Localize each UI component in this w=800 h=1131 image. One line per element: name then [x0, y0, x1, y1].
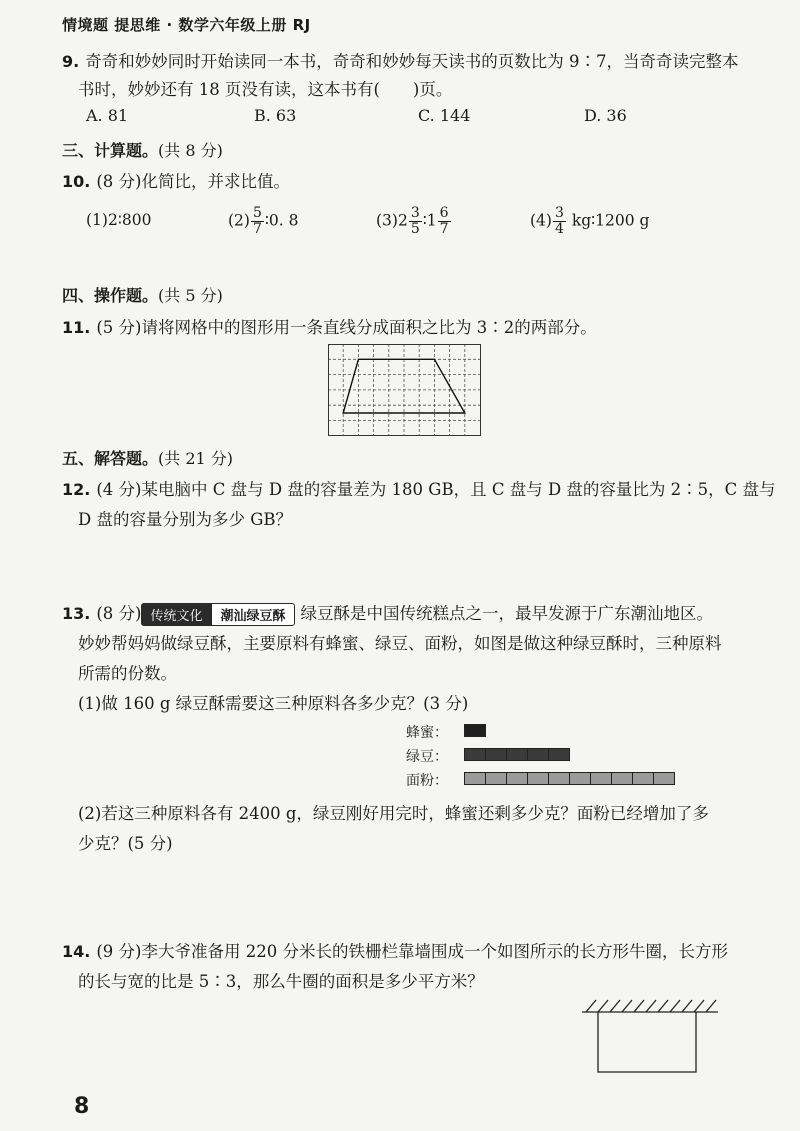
bar-part — [611, 772, 633, 785]
culture-tag: 传统文化 — [141, 603, 211, 626]
bar-part — [527, 748, 549, 761]
question-11-number: 11. — [62, 318, 91, 337]
question-13-sub1: (1)做 160 g 绿豆酥需要这三种原料各多少克？(3 分) — [78, 694, 469, 713]
topic-tag: 潮汕绿豆酥 — [211, 603, 294, 626]
question-9-number: 9. — [62, 52, 80, 71]
question-13-line3: 所需的份数。 — [78, 664, 177, 683]
expression-4: (4) $\frac{3}{4}$ kg∶1200 g — [530, 205, 650, 237]
fraction: $\frac{3}{4}$ — [554, 205, 564, 237]
bar-part — [464, 748, 486, 761]
mung-bean-label: 绿豆： — [406, 749, 448, 765]
question-11: 11. (5 分)请将网格中的图形用一条直线分成面积之比为 3∶2的两部分。 — [62, 318, 597, 337]
expression-1: (1)2∶800 — [86, 211, 152, 229]
honey-label: 蜂蜜： — [406, 725, 448, 741]
bar-part — [548, 748, 570, 761]
wall-hatching — [582, 1000, 718, 1012]
question-14-line1: 14. (9 分)李大爷准备用 220 分米长的铁栅栏靠墙围成一个如图所示的长方形牛圈，长方形 — [62, 942, 728, 961]
flour-label: 面粉： — [406, 773, 448, 789]
question-14-line2: 的长与宽的比是 5∶3，那么牛圈的面积是多少平方米？ — [78, 972, 484, 991]
question-13-sub2-line2: 少克？(5 分) — [78, 834, 173, 853]
question-9-line1: 9. 奇奇和妙妙同时开始读同一本书，奇奇和妙妙每天读书的页数比为 9∶7，当奇奇读完整本 — [62, 52, 739, 71]
bar-part — [590, 772, 612, 785]
bar-part — [506, 748, 528, 761]
question-13-sub2-line1: (2)若这三种原料各有 2400 g，绿豆刚好用完时，蜂蜜还剩多少克？面粉已经增加了多 — [78, 804, 709, 823]
option-d: D. 36 — [584, 106, 627, 125]
bar-part — [485, 748, 507, 761]
dashed-grid — [328, 344, 480, 436]
bar-part — [464, 772, 486, 785]
bar-part — [485, 772, 507, 785]
expression-3: (3)2 $\frac{3}{5}$ ∶1 $\frac{6}{7}$ — [376, 205, 449, 237]
grid-figure — [328, 344, 482, 436]
section-3-heading: 三、计算题。(共 8 分) — [62, 141, 223, 160]
bar-part — [527, 772, 549, 785]
fence-rectangle — [598, 1012, 696, 1072]
bar-part — [464, 724, 486, 737]
fraction: $\frac{6}{7}$ — [439, 205, 449, 237]
question-12-line2: D 盘的容量分别为多少 GB？ — [78, 510, 293, 529]
fraction: $\frac{3}{5}$ — [410, 205, 420, 237]
question-13-number: 13. — [62, 604, 91, 623]
question-10: 10. (8 分)化简比，并求比值。 — [62, 172, 290, 191]
question-13-line2: 妙妙帮妈妈做绿豆酥，主要原料有蜂蜜、绿豆、面粉，如图是做这种绿豆酥时，三种原料 — [78, 634, 722, 653]
question-10-number: 10. — [62, 172, 91, 191]
honey-bar — [464, 724, 485, 737]
option-b: B. 63 — [254, 106, 297, 125]
flour-bar — [464, 772, 674, 785]
pen-figure — [578, 996, 722, 1076]
page-number: 8 — [74, 1094, 90, 1119]
question-9-line2: 书时，妙妙还有 18 页没有读，这本书有( )页。 — [78, 80, 453, 99]
bar-part — [653, 772, 675, 785]
question-13-line1: 13. (8 分) 传统文化 潮汕绿豆酥 绿豆酥是中国传统糕点之一，最早发源于广东潮汕地区。 — [62, 604, 713, 624]
bar-part — [506, 772, 528, 785]
bar-part — [548, 772, 570, 785]
expression-2: (2) $\frac{5}{7}$ ∶0. 8 — [228, 205, 299, 237]
mung-bean-bar — [464, 748, 569, 761]
fraction: $\frac{5}{7}$ — [252, 205, 262, 237]
question-14-number: 14. — [62, 942, 91, 961]
question-12-number: 12. — [62, 480, 91, 499]
page-header: 情境题 提思维 · 数学六年级上册 RJ — [62, 16, 311, 34]
question-12-line1: 12. (4 分)某电脑中 C 盘与 D 盘的容量差为 180 GB，且 C 盘与 D 盘的容量比为 2∶5，C 盘与 — [62, 480, 776, 499]
option-c: C. 144 — [418, 106, 471, 125]
section-4-heading: 四、操作题。(共 5 分) — [62, 286, 223, 305]
section-5-heading: 五、解答题。(共 21 分) — [62, 449, 234, 468]
bar-part — [632, 772, 654, 785]
option-a: A. 81 — [86, 106, 129, 125]
bar-part — [569, 772, 591, 785]
